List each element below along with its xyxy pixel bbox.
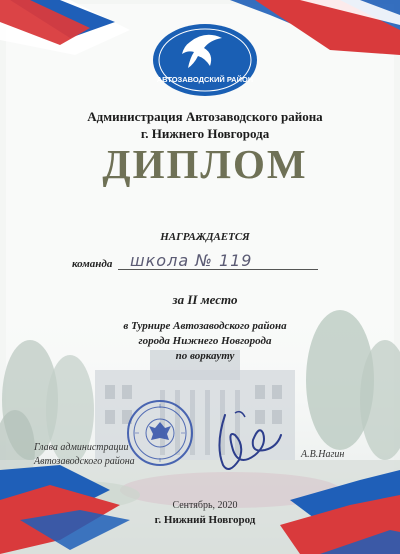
issue-date: Сентябрь, 2020 [172,500,238,511]
signatory-role [34,441,135,469]
place-text: за II место [172,292,238,307]
role-line-1: Глава администрации [34,442,129,453]
district-logo [150,20,260,98]
handwritten-signature [205,405,285,480]
diploma-title: ДИПЛОМ [102,141,308,187]
tournament-line-3: по воркауту [175,350,235,362]
official-seal [125,398,195,468]
issue-city: г. Нижний Новгород [154,514,256,526]
awarded-label: НАГРАЖДАЕТСЯ [160,231,250,243]
admin-line-2: г. Нижнего Новгорода [140,126,270,141]
admin-line-1: Администрация Автозаводского района [87,109,323,124]
tournament-description [40,319,370,364]
tournament-line-1: в Турнире Автозаводского района [123,320,287,332]
administration-heading [40,108,370,142]
double-eagle-icon [149,422,171,440]
logo-text: АВТОЗАВОДСКИЙ РАЙОН [156,75,254,84]
signatory-name: А.В.Нагин [301,449,345,460]
tournament-line-2: города Нижнего Новгорода [138,335,272,347]
team-label: команда [72,258,113,270]
team-value: школа № 119 [130,251,253,270]
role-line-2: Автозаводского района [34,456,135,467]
